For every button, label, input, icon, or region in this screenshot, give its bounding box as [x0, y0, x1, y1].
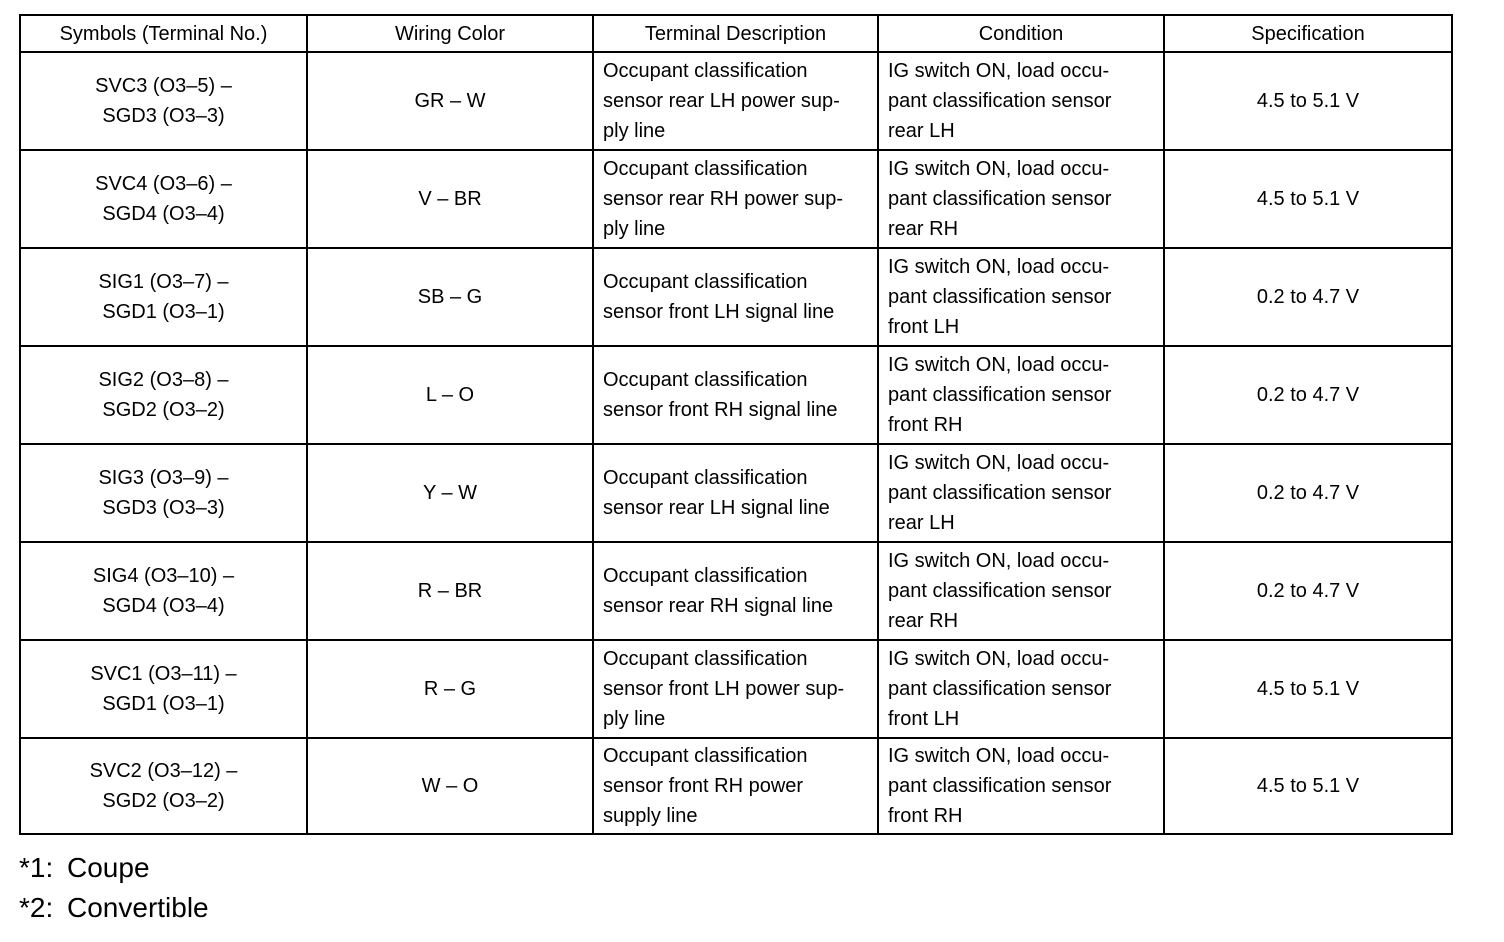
description-line: Occupant classification	[603, 369, 808, 391]
condition-cell	[878, 738, 1164, 834]
description-line: Occupant classification	[603, 565, 808, 587]
symbols-cell	[20, 542, 307, 640]
condition-line: pant classification sensor	[888, 188, 1112, 210]
description-line: Occupant classification	[603, 648, 808, 670]
table-row	[20, 248, 1452, 346]
symbols-line: SIG4 (O3–10) –	[92, 565, 235, 587]
condition-line: pant classification sensor	[888, 482, 1112, 504]
description-line: Occupant classification	[603, 745, 808, 767]
description-line: sensor front RH power	[603, 775, 804, 797]
wiring-color-cell: Y – W	[307, 444, 593, 542]
condition-line: front RH	[888, 414, 963, 436]
condition-line: pant classification sensor	[888, 580, 1112, 602]
footnote-convertible	[19, 888, 209, 928]
description-line: Occupant classification	[603, 467, 808, 489]
wiring-color-cell: L – O	[307, 346, 593, 444]
condition-cell	[878, 248, 1164, 346]
description-line: Occupant classification	[603, 271, 808, 293]
condition-line: rear LH	[888, 512, 955, 534]
condition-cell	[878, 444, 1164, 542]
footnotes	[19, 848, 209, 928]
condition-line: pant classification sensor	[888, 678, 1112, 700]
description-line: ply line	[603, 218, 666, 240]
description-line: Occupant classification	[603, 158, 808, 180]
header-symbols: Symbols (Terminal No.)	[20, 15, 307, 52]
specification-cell: 4.5 to 5.1 V	[1164, 640, 1452, 738]
condition-line: IG switch ON, load occu-	[888, 745, 1110, 767]
table-row	[20, 150, 1452, 248]
description-cell	[593, 248, 878, 346]
description-cell	[593, 444, 878, 542]
symbols-line: SGD4 (O3–4)	[102, 203, 225, 225]
condition-line: rear RH	[888, 610, 959, 632]
description-line: sensor front RH signal line	[603, 399, 838, 421]
description-line: sensor rear LH power sup-	[603, 90, 840, 112]
symbols-line: SGD3 (O3–3)	[102, 497, 225, 519]
footnote-text: Coupe	[67, 852, 150, 883]
symbols-line: SIG3 (O3–9) –	[98, 467, 229, 489]
specification-cell: 0.2 to 4.7 V	[1164, 444, 1452, 542]
condition-line: IG switch ON, load occu-	[888, 256, 1110, 278]
symbols-cell	[20, 248, 307, 346]
condition-line: pant classification sensor	[888, 775, 1112, 797]
wiring-color-cell: W – O	[307, 738, 593, 834]
terminal-spec-table	[19, 14, 1453, 835]
condition-cell	[878, 640, 1164, 738]
condition-line: IG switch ON, load occu-	[888, 354, 1110, 376]
description-line: sensor rear RH power sup-	[603, 188, 844, 210]
condition-cell	[878, 346, 1164, 444]
symbols-line: SIG2 (O3–8) –	[98, 369, 229, 391]
footnote-key: *1:	[19, 852, 54, 883]
description-cell	[593, 346, 878, 444]
footnote-key: *2:	[19, 892, 54, 923]
condition-line: front LH	[888, 316, 960, 338]
specification-cell: 0.2 to 4.7 V	[1164, 248, 1452, 346]
table-row	[20, 738, 1452, 834]
symbols-cell	[20, 444, 307, 542]
description-cell	[593, 150, 878, 248]
footnote-coupe	[19, 848, 209, 888]
table-row	[20, 52, 1452, 150]
symbols-line: SGD1 (O3–1)	[102, 301, 225, 323]
table-row	[20, 346, 1452, 444]
condition-cell	[878, 52, 1164, 150]
condition-line: pant classification sensor	[888, 286, 1112, 308]
wiring-color-cell: V – BR	[307, 150, 593, 248]
symbols-line: SGD1 (O3–1)	[102, 693, 225, 715]
footnote-text: Convertible	[67, 892, 209, 923]
symbols-line: SGD2 (O3–2)	[102, 399, 225, 421]
wiring-color-cell: R – G	[307, 640, 593, 738]
condition-cell	[878, 542, 1164, 640]
description-cell	[593, 542, 878, 640]
description-cell	[593, 52, 878, 150]
table-row	[20, 640, 1452, 738]
wiring-color-cell: GR – W	[307, 52, 593, 150]
header-condition: Condition	[878, 15, 1164, 52]
symbols-line: SVC3 (O3–5) –	[95, 75, 232, 97]
specification-cell: 0.2 to 4.7 V	[1164, 346, 1452, 444]
specification-cell: 4.5 to 5.1 V	[1164, 738, 1452, 834]
symbols-cell	[20, 150, 307, 248]
table-row	[20, 542, 1452, 640]
condition-line: rear RH	[888, 218, 959, 240]
description-cell	[593, 738, 878, 834]
wiring-color-cell: R – BR	[307, 542, 593, 640]
header-wiring-color: Wiring Color	[307, 15, 593, 52]
table-header	[20, 15, 1452, 52]
description-cell	[593, 640, 878, 738]
header-specification: Specification	[1164, 15, 1452, 52]
symbols-line: SIG1 (O3–7) –	[98, 271, 229, 293]
header-row	[20, 15, 1452, 52]
condition-cell	[878, 150, 1164, 248]
description-line: ply line	[603, 708, 666, 730]
description-line: sensor rear LH signal line	[603, 497, 830, 519]
symbols-cell	[20, 738, 307, 834]
condition-line: IG switch ON, load occu-	[888, 648, 1110, 670]
condition-line: pant classification sensor	[888, 384, 1112, 406]
header-terminal-description: Terminal Description	[593, 15, 878, 52]
symbols-line: SGD2 (O3–2)	[102, 790, 225, 812]
symbols-line: SGD4 (O3–4)	[102, 595, 225, 617]
condition-line: front LH	[888, 708, 960, 730]
symbols-cell	[20, 640, 307, 738]
symbols-line: SVC1 (O3–11) –	[90, 663, 237, 685]
specification-cell: 0.2 to 4.7 V	[1164, 542, 1452, 640]
specification-cell: 4.5 to 5.1 V	[1164, 150, 1452, 248]
condition-line: pant classification sensor	[888, 90, 1112, 112]
symbols-line: SGD3 (O3–3)	[102, 105, 225, 127]
table-body	[20, 52, 1452, 834]
description-line: Occupant classification	[603, 60, 808, 82]
symbols-cell	[20, 346, 307, 444]
symbols-line: SVC2 (O3–12) –	[89, 760, 238, 782]
condition-line: IG switch ON, load occu-	[888, 60, 1110, 82]
symbols-line: SVC4 (O3–6) –	[95, 173, 232, 195]
wiring-color-cell: SB – G	[307, 248, 593, 346]
table-row	[20, 444, 1452, 542]
condition-line: IG switch ON, load occu-	[888, 550, 1110, 572]
description-line: sensor rear RH signal line	[603, 595, 834, 617]
description-line: ply line	[603, 120, 666, 142]
condition-line: IG switch ON, load occu-	[888, 158, 1110, 180]
symbols-cell	[20, 52, 307, 150]
specification-cell: 4.5 to 5.1 V	[1164, 52, 1452, 150]
description-line: sensor front LH power sup-	[603, 678, 845, 700]
condition-line: rear LH	[888, 120, 955, 142]
description-line: supply line	[603, 805, 698, 827]
condition-line: IG switch ON, load occu-	[888, 452, 1110, 474]
condition-line: front RH	[888, 805, 963, 827]
description-line: sensor front LH signal line	[603, 301, 835, 323]
